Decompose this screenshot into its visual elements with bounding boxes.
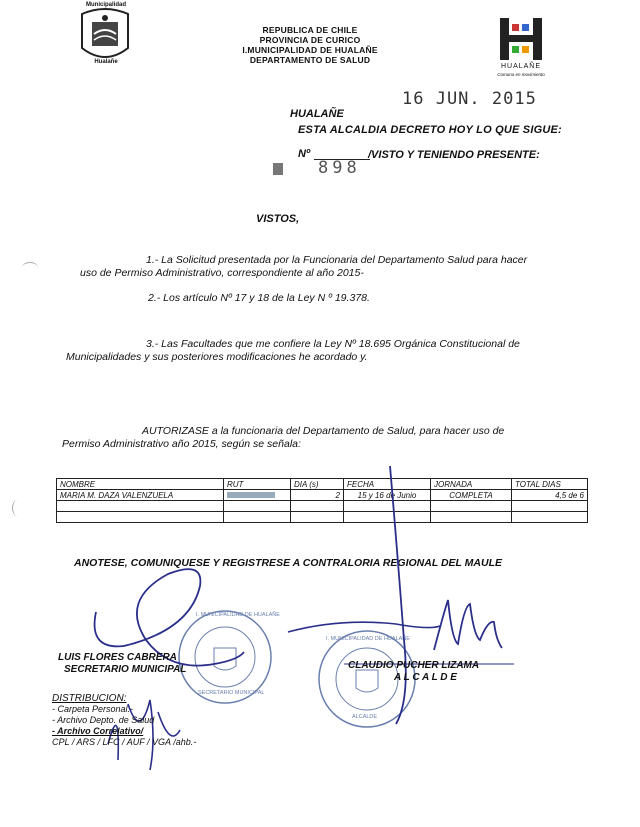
cell-total: 4,5 de 6 xyxy=(512,490,588,501)
table-cell xyxy=(291,512,344,523)
visto-3-rest: Municipalidades y sus posteriores modificaciones he acordado y. xyxy=(66,351,368,363)
cell-nombre: MARIA M. DAZA VALENZUELA xyxy=(57,490,224,501)
cell-fecha: 15 y 16 de Junio xyxy=(344,490,431,501)
hualane-logo xyxy=(496,16,546,62)
col-jornada: JORNADA xyxy=(431,479,512,490)
distribution-item: - Archivo Correlativo/ xyxy=(52,726,144,736)
letterhead-line-3: I.MUNICIPALIDAD DE HUALAÑE xyxy=(242,45,378,55)
leave-table xyxy=(56,478,588,523)
mayor-signature-block xyxy=(348,660,479,684)
table-header-row xyxy=(57,479,588,490)
visto-1-first: 1.- La Solicitud presentada por la Funcionaria del Departamento Salud para hacer xyxy=(146,254,528,266)
letterhead-line-4: DEPARTAMENTO DE SALUD xyxy=(249,55,371,65)
letterhead xyxy=(210,25,410,65)
letterhead-line-1: REPUBLICA DE CHILE xyxy=(262,25,358,35)
table-cell xyxy=(57,512,224,523)
logo-tagline: Comuna en movimiento xyxy=(497,72,545,77)
secretary-seal-top: I. MUNICIPALIDAD DE HUALAÑE xyxy=(196,612,280,618)
autorizase-rest: Permiso Administrativo año 2015, según se señala: xyxy=(62,438,301,450)
col-nombre: NOMBRE xyxy=(57,479,224,490)
table-cell xyxy=(291,501,344,512)
mayor-seal-bottom: ALCALDE xyxy=(352,714,378,720)
secretary-title: SECRETARIO MUNICIPAL xyxy=(64,664,187,675)
table-cell xyxy=(224,512,291,523)
stamp-mark xyxy=(273,163,283,175)
col-total: TOTAL DIAS xyxy=(512,479,588,490)
table-cell xyxy=(512,501,588,512)
decree-number: 898 xyxy=(318,158,361,178)
table-cell xyxy=(57,501,224,512)
place-name: HUALAÑE xyxy=(290,108,344,120)
table-cell xyxy=(224,501,291,512)
cell-dias: 2 xyxy=(291,490,344,501)
table-row xyxy=(57,490,588,501)
col-dias: DIA (s) xyxy=(291,479,344,490)
table-row xyxy=(57,501,588,512)
vistos-heading: VISTOS, xyxy=(256,213,300,225)
visto-2: 2.- Los artículo Nº 17 y 18 de la Ley N º 19.378. xyxy=(148,292,370,304)
visto-3-first: 3.- Las Facultades que me confiere la Ley Nº 18.695 Orgánica Constitucional de xyxy=(146,338,520,350)
mayor-name: CLAUDIO PUCHER LIZAMA xyxy=(348,660,480,671)
col-fecha: FECHA xyxy=(344,479,431,490)
secretary-name: LUIS FLORES CABRERA xyxy=(58,652,177,663)
mayor-seal-top: I. MUNICIPALIDAD DE HUALAÑE xyxy=(326,636,410,642)
table-row xyxy=(57,512,588,523)
letterhead-line-2: PROVINCIA DE CURICO xyxy=(259,35,361,45)
distribution-initials: CPL / ARS / LFC / AUF / VGA /ahb.- xyxy=(52,737,197,747)
distribution-title: DISTRIBUCION: xyxy=(52,693,127,704)
punch-hole-mark xyxy=(12,500,23,516)
cell-rut-redacted xyxy=(224,490,291,501)
autorizase-first: AUTORIZASE a la funcionaria del Departamento de Salud, para hacer uso de xyxy=(142,425,505,437)
number-suffix: /VISTO Y TENIENDO PRESENTE: xyxy=(368,149,540,161)
logo-name: HUALAÑE xyxy=(500,63,542,70)
distribution-item: - Archivo Depto. de Salud xyxy=(52,715,155,725)
number-prefix: Nº xyxy=(298,148,310,160)
col-rut: RUT xyxy=(224,479,291,490)
table-cell xyxy=(431,501,512,512)
mayor-title: A L C A L D E xyxy=(394,672,457,683)
autorizase-paragraph xyxy=(62,425,582,451)
decree-line: ESTA ALCALDIA DECRETO HOY LO QUE SIGUE: xyxy=(298,124,562,136)
date-stamp: 16 JUN. 2015 xyxy=(402,89,537,109)
distribution-item: - Carpeta Personal.- xyxy=(52,704,134,714)
distribution-list xyxy=(52,693,196,748)
cell-jornada: COMPLETA xyxy=(431,490,512,501)
anotese-line: ANOTESE, COMUNIQUESE Y REGISTRESE A CONTRALORIA REGIONAL DEL MAULE xyxy=(74,557,503,569)
seal-text-top: Municipalidad xyxy=(85,2,126,8)
visto-1 xyxy=(80,254,590,280)
seal-text-bottom: Hualañe xyxy=(94,59,118,65)
table-cell xyxy=(344,501,431,512)
secretary-seal-bottom: SECRETARIO MUNICIPAL xyxy=(198,690,265,696)
visto-3 xyxy=(66,338,586,364)
punch-hole-mark xyxy=(22,262,38,273)
table-cell xyxy=(431,512,512,523)
table-cell xyxy=(512,512,588,523)
secretary-signature-block xyxy=(58,652,186,676)
visto-1-rest: uso de Permiso Administrativo, correspondiente al año 2015- xyxy=(80,267,364,279)
table-cell xyxy=(344,512,431,523)
